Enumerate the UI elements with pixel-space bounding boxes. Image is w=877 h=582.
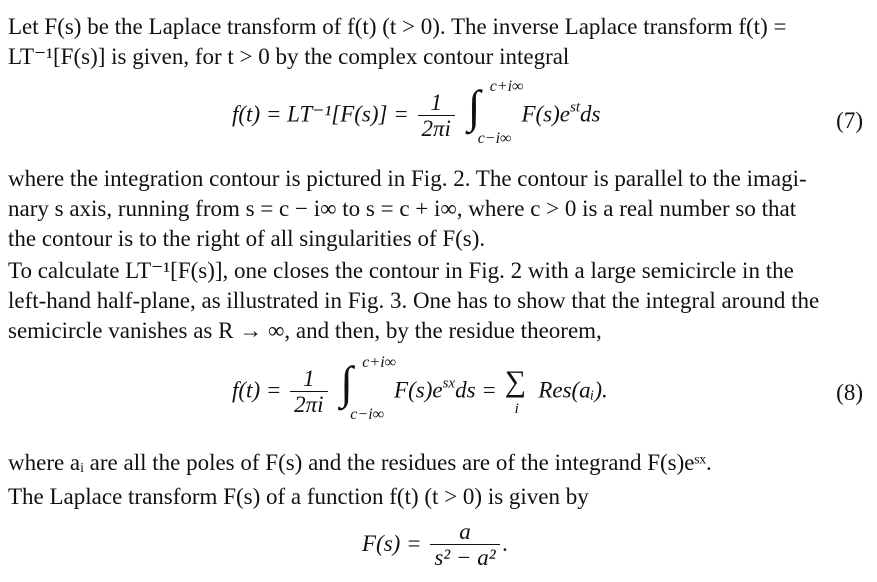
equation-9 — [362, 520, 508, 571]
para4-line1: where aᵢ are all the poles of F(s) and the residues are of the integrand F(s)eˢˣ. — [8, 450, 712, 475]
eq8-fraction — [290, 367, 327, 418]
eq8-sum-sub: i — [514, 401, 519, 417]
eq9-lhs: F(s) = — [362, 530, 422, 556]
eq7-integrand-end: ds — [580, 101, 601, 127]
eq7-integral-sign: ∫ c+i∞ c−i∞ — [467, 78, 524, 147]
eq7-int-lower: c−i∞ — [477, 130, 512, 147]
eq9-tail: . — [502, 530, 509, 556]
eq7-int-upper: c+i∞ — [489, 78, 524, 95]
eq8-int-upper: c+i∞ — [362, 354, 397, 371]
equation-7 — [232, 78, 601, 147]
equation-7-number: (7) — [836, 108, 863, 133]
eq7-fraction — [418, 91, 455, 142]
eq7-frac-num: 1 — [418, 91, 455, 116]
eq8-frac-num: 1 — [290, 367, 327, 392]
para2-line2: nary s axis, running from s = c − i∞ to s = c + i∞, where c > 0 is a real number so that — [8, 196, 797, 221]
eq7-lhs: f(t) = LT⁻¹[F(s)] = — [232, 101, 409, 127]
eq7-integrand-sup: st — [569, 99, 580, 116]
para1-line2: LT⁻¹[F(s)] is given, for t > 0 by the complex contour integral — [8, 44, 570, 69]
eq8-frac-den: 2πi — [294, 391, 324, 417]
eq8-rhs: Res(aᵢ). — [538, 377, 608, 403]
para4-line2: The Laplace transform F(s) of a function f(t) (t > 0) is given by — [8, 484, 589, 509]
eq9-frac-den: s² − a² — [434, 545, 496, 570]
eq7-frac-den: 2πi — [421, 115, 451, 141]
para3-line1: To calculate LT⁻¹[F(s)], one closes the contour in Fig. 2 with a large semicircle in the — [8, 258, 794, 283]
eq8-integrand: F(s)e — [394, 377, 443, 403]
eq9-fraction — [430, 520, 499, 571]
eq8-sum-sign: ∑ i — [504, 365, 526, 417]
eq9-frac-num: a — [430, 520, 499, 545]
para1-line1: Let F(s) be the Laplace transform of f(t) (t > 0). The inverse Laplace transform f(t) = — [8, 14, 787, 39]
para3-line2: left-hand half-plane, as illustrated in Fig. 3. One has to show that the integral around the — [8, 288, 820, 313]
eq8-integral-sign: ∫ c+i∞ c−i∞ — [340, 354, 397, 423]
para3-line3: semicircle vanishes as R → ∞, and then, by the residue theorem, — [8, 318, 602, 343]
para2-line3: the contour is to the right of all singularities of F(s). — [8, 226, 486, 251]
eq8-int-lower: c−i∞ — [350, 406, 385, 423]
eq8-integrand-end: ds = — [455, 377, 497, 403]
eq8-lhs: f(t) = — [232, 377, 282, 403]
eq8-integrand-sup: sx — [442, 375, 456, 392]
para2-line1: where the integration contour is pictured in Fig. 2. The contour is parallel to the imagi- — [8, 166, 807, 191]
equation-8-number: (8) — [836, 380, 863, 405]
equation-8 — [232, 354, 608, 423]
eq7-integrand: F(s)e — [521, 101, 570, 127]
